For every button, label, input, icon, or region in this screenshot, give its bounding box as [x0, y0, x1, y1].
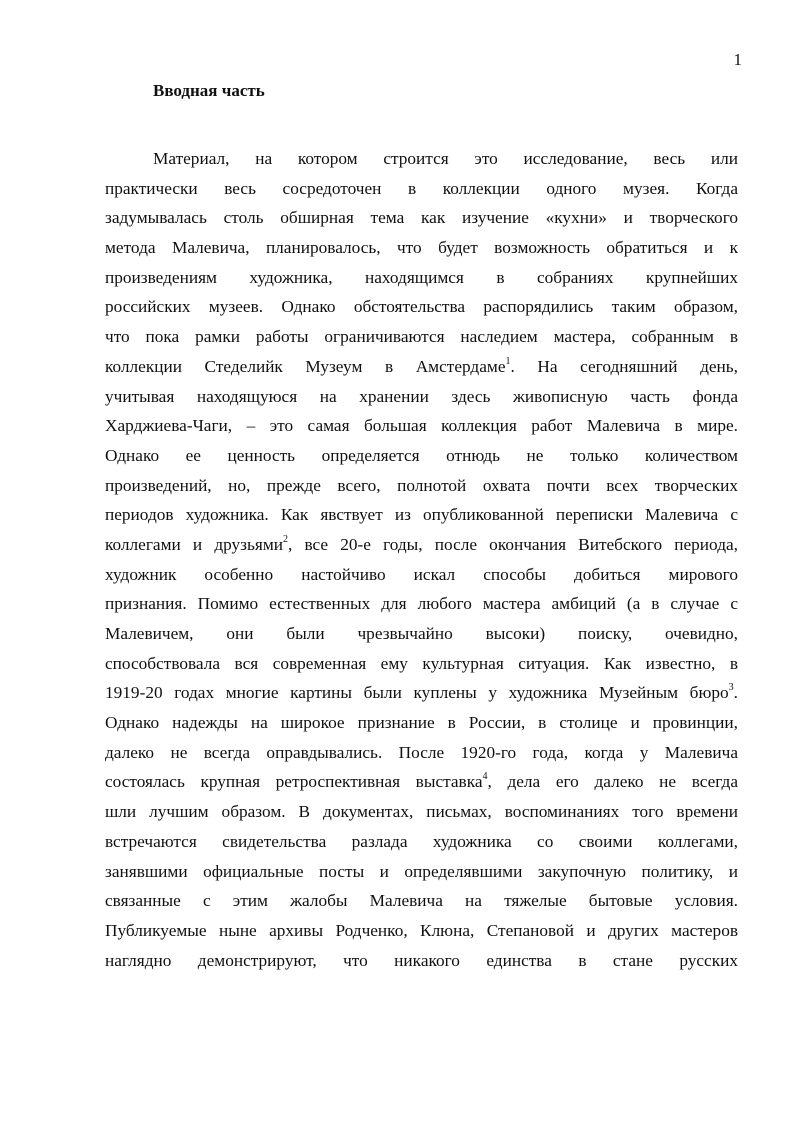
paragraph-line [105, 797, 738, 827]
paragraph-line [105, 322, 738, 352]
line-text: , все 20-е годы, после окончания Витебского периода, [288, 534, 738, 554]
line-text: российских музеев. Однако обстоятельства распорядились таким образом, [105, 297, 738, 317]
paragraph-line [105, 382, 738, 412]
paragraph-line [105, 352, 738, 382]
paragraph-line [105, 738, 738, 768]
body-text [105, 144, 738, 975]
line-text: Материал, на котором строится это исследование, весь или [153, 149, 738, 168]
line-text: состоялась крупная ретроспективная выставка [105, 772, 483, 792]
line-text: 1919-20 годах многие картины были куплены у художника Музейным бюро [105, 683, 729, 703]
paragraph-line [105, 827, 738, 857]
footnote-marker: 1 [505, 355, 511, 367]
line-text: Малевичем, они были чрезвычайно высоки) поиску, очевидно, [105, 624, 738, 643]
line-text: задумывалась столь обширная тема как изучение «кухни» и творческого [105, 208, 738, 228]
line-text: художник особенно настойчиво искал способы добиться мирового [105, 564, 738, 584]
paragraph-line [105, 946, 738, 976]
paragraph-line [105, 411, 738, 441]
paragraph-line [105, 174, 738, 204]
line-text: связанные с этим жалобы Малевича на тяжелые бытовые условия. [105, 891, 738, 911]
page-number: 1 [733, 50, 742, 69]
section-heading: Вводная часть [153, 81, 265, 100]
line-text: практически весь сосредоточен в коллекции одного музея. Когда [105, 178, 738, 198]
paragraph-line [105, 678, 738, 708]
paragraph-line [105, 441, 738, 471]
line-text: . [733, 683, 738, 703]
line-text: метода Малевича, планировалось, что будет возможность обратиться и к [105, 238, 738, 258]
paragraph-line [105, 500, 738, 530]
paragraph-line [105, 649, 738, 679]
line-text: произведений, но, прежде всего, полнотой охвата почти всех творческих [105, 475, 738, 495]
footnote-marker: 4 [482, 771, 488, 783]
line-text: способствовала вся современная ему культурная ситуация. Как известно, в [105, 653, 738, 673]
paragraph-line [105, 144, 738, 174]
paragraph-line [105, 708, 738, 738]
line-text: Публикуемые ныне архивы Родченко, Клюна, Степановой и других мастеров [105, 920, 738, 940]
line-text: . На сегодняшний день, [510, 356, 738, 376]
paragraph-line [105, 916, 738, 946]
line-text: признания. Помимо естественных для любого мастера амбиций (а в случае с [105, 594, 738, 614]
paragraph-line [105, 292, 738, 322]
line-text: коллегами и друзьями [105, 534, 284, 554]
line-text: наглядно демонстрируют, что никакого единства в стане русских [105, 950, 738, 970]
line-text: коллекции Стеделийк Музеум в Амстердаме [105, 356, 506, 376]
footnote-marker: 3 [728, 682, 734, 694]
line-text: произведениям художника, находящимся в собраниях крупнейших [105, 267, 738, 287]
paragraph-line [105, 886, 738, 916]
line-text: Однако надежды на широкое признание в России, в столице и провинции, [105, 713, 738, 733]
line-text: Харджиева-Чаги, – это самая большая коллекция работ Малевича в мире. [105, 416, 738, 436]
line-text: что пока рамки работы ограничиваются наследием мастера, собранным в [105, 327, 738, 347]
paragraph-line [105, 233, 738, 263]
paragraph-line [105, 471, 738, 501]
paragraph-line [105, 530, 738, 560]
line-text: учитывая находящуюся на хранении здесь живописную часть фонда [105, 386, 738, 406]
line-text: далеко не всегда оправдывались. После 1920-го года, когда у Малевича [105, 742, 738, 762]
line-text: шли лучшим образом. В документах, письмах, воспоминаниях того времени [105, 802, 738, 822]
line-text: занявшими официальные посты и определявшими закупочную политику, и [105, 861, 738, 881]
paragraph-line [105, 263, 738, 293]
paragraph-line [105, 203, 738, 233]
paragraph-line [105, 560, 738, 590]
footnote-marker: 2 [283, 533, 289, 545]
paragraph-line [105, 589, 738, 619]
paragraph-line [105, 857, 738, 887]
line-text: Однако ее ценность определяется отнюдь не только количеством [105, 445, 738, 465]
line-text: периодов художника. Как явствует из опубликованной переписки Малевича с [105, 505, 738, 525]
line-text: встречаются свидетельства разлада художника со своими коллегами, [105, 831, 738, 851]
paragraph-line [105, 767, 738, 797]
paragraph-line [105, 619, 738, 649]
line-text: , дела его далеко не всегда [487, 772, 739, 792]
